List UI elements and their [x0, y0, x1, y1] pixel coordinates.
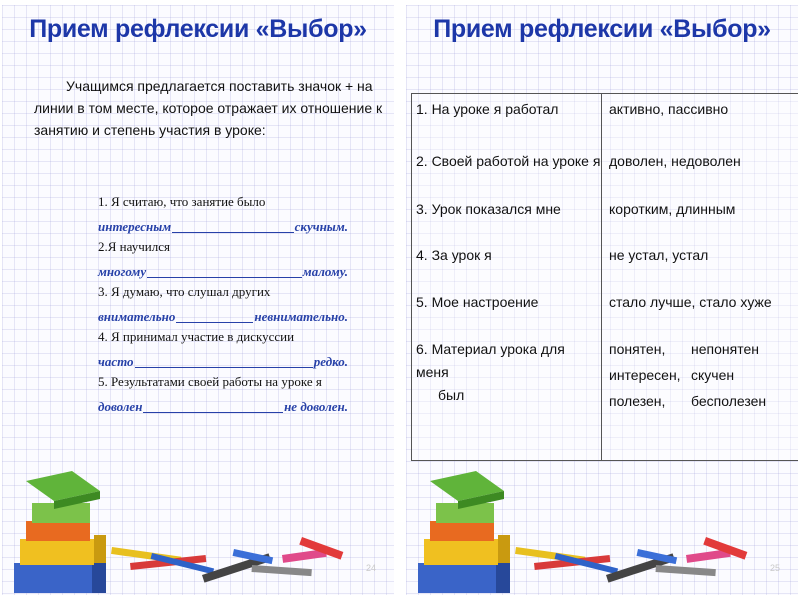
books-and-pencils-illustration [2, 455, 394, 595]
left-slide-title: Прием рефлексии «Выбор» [29, 15, 367, 43]
scale-answer [98, 257, 348, 281]
table-options: активно, пассивно [609, 101, 729, 117]
right-slide [406, 5, 798, 595]
scale-right-option: невнимательно. [254, 309, 348, 324]
scale-left-option: доволен [98, 399, 143, 414]
table-row [412, 198, 798, 221]
scale-question: 5. Результатами своей работы на уроке я [98, 374, 322, 389]
scale-answer [98, 302, 348, 326]
table-row [412, 98, 798, 121]
left-slide-intro: Учащимся предлагается поставить значок + на линии в том месте, которое отражает их отношение к занятию и степень участия в уроке: [34, 78, 383, 138]
table-options [601, 338, 798, 412]
pencils-icon [111, 537, 343, 583]
scale-question: 2.Я научился [98, 239, 170, 254]
page-number: 24 [365, 563, 376, 573]
table-question: 1. На уроке я работал [416, 101, 559, 117]
reflection-scales [98, 191, 348, 416]
scale-left-option: часто [98, 354, 134, 369]
scale-line [143, 412, 283, 413]
table-options: коротким, длинным [609, 201, 736, 217]
scale-left-option: внимательно [98, 309, 176, 324]
scale-item [98, 281, 348, 326]
table-question: 4. За урок я [416, 247, 492, 263]
books-and-pencils-illustration [406, 455, 798, 595]
table-question-line: 6. Материал урока для меня [416, 341, 565, 380]
scale-left-option: многому [98, 264, 147, 279]
table-row [412, 244, 798, 267]
table-question-line: был [438, 387, 465, 403]
books-stack-icon [418, 471, 510, 593]
option-negative: бесполезен [691, 393, 767, 409]
scale-answer [98, 347, 348, 371]
table-options: не устал, устал [609, 247, 709, 263]
options-grid [609, 338, 798, 412]
left-slide [2, 5, 394, 595]
option-negative: непонятен [691, 341, 759, 357]
scale-line [172, 232, 293, 233]
table-question: 2. Своей работой на уроке я [416, 153, 601, 169]
pencils-icon [515, 537, 747, 583]
scale-line [176, 322, 253, 323]
table-row [412, 338, 798, 412]
option-negative: скучен [691, 367, 735, 383]
scale-item [98, 326, 348, 371]
option-positive: понятен, [609, 341, 666, 357]
choice-table [411, 93, 798, 461]
table-question: 3. Урок показался мне [416, 201, 561, 217]
scale-question: 3. Я думаю, что слушал других [98, 284, 271, 299]
scale-item [98, 191, 348, 236]
page-number: 25 [769, 563, 780, 573]
scale-question: 1. Я считаю, что занятие было [98, 194, 266, 209]
table-options: доволен, недоволен [609, 153, 741, 169]
scale-right-option: редко. [313, 354, 348, 369]
table-question: 5. Мое настроение [416, 294, 539, 310]
scale-line [135, 367, 313, 368]
scale-right-option: малому. [302, 264, 348, 279]
books-stack-icon [14, 471, 106, 593]
table-question [412, 338, 601, 412]
scale-answer [98, 392, 348, 416]
scale-left-option: интересным [98, 219, 172, 234]
table-row [412, 291, 798, 314]
scale-answer [98, 212, 348, 236]
scale-line [147, 277, 302, 278]
scale-question: 4. Я принимал участие в дискуссии [98, 329, 295, 344]
scale-item [98, 236, 348, 281]
table-row [412, 150, 798, 173]
right-slide-title: Прием рефлексии «Выбор» [433, 15, 771, 43]
scale-right-option: не доволен. [284, 399, 348, 414]
option-positive: интересен, [609, 367, 681, 383]
table-options: стало лучше, стало хуже [609, 294, 772, 310]
option-positive: полезен, [609, 393, 666, 409]
scale-item [98, 371, 348, 416]
scale-right-option: скучным. [294, 219, 348, 234]
